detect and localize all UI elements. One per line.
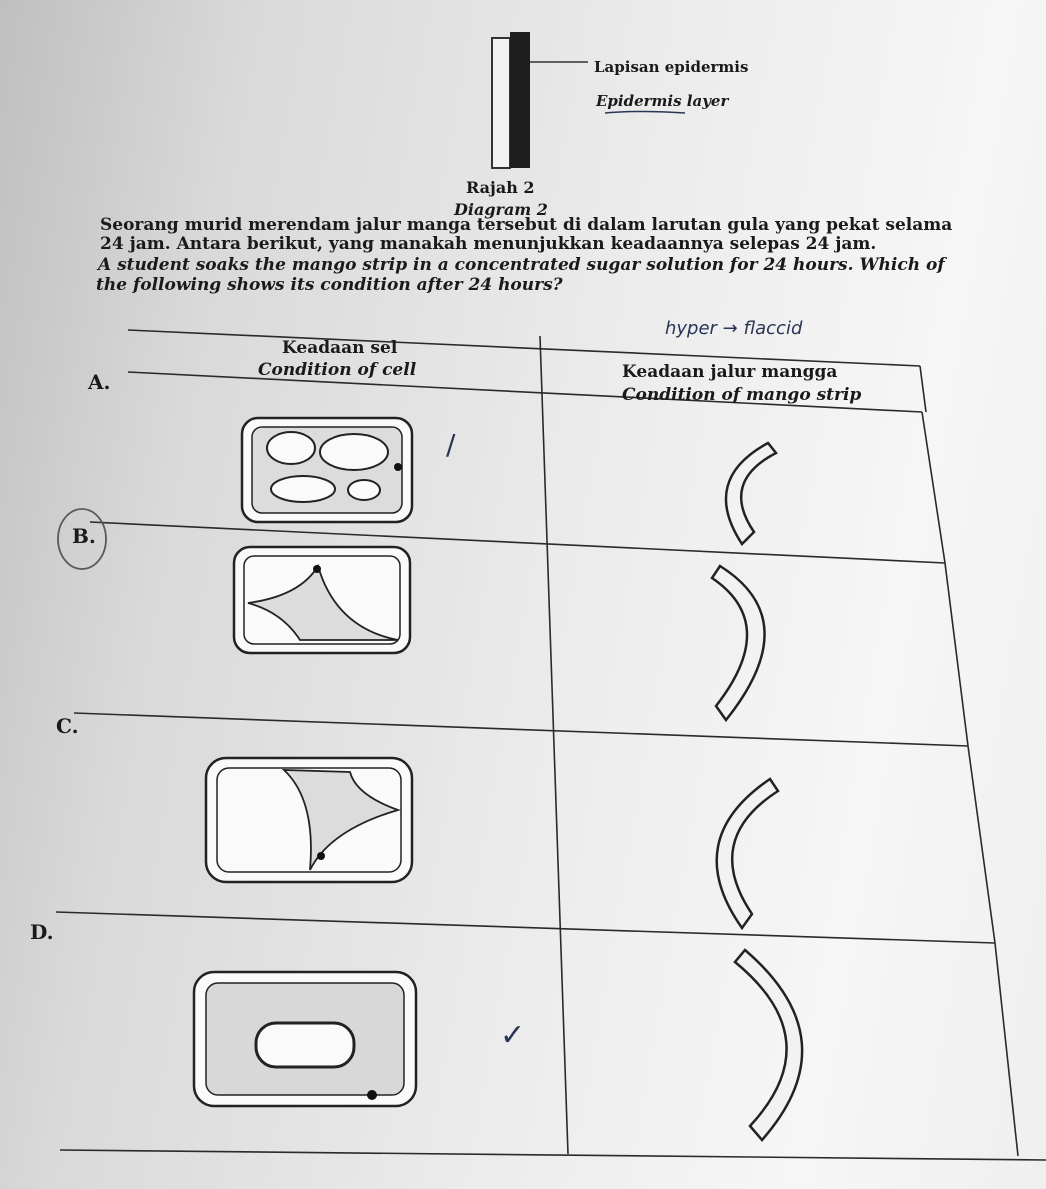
table-right-border-row4 xyxy=(968,746,995,943)
diagram-caption-ms: Rajah 2 xyxy=(466,178,535,197)
col1-header-en: Condition of cell xyxy=(258,360,417,380)
handwritten-mark-a: / xyxy=(446,428,456,461)
option-c-label[interactable]: C. xyxy=(56,714,79,738)
option-b-label[interactable]: B. xyxy=(72,524,96,548)
question-en-line2: the following shows its condition after 24 hours? xyxy=(96,275,563,295)
option-d-label[interactable]: D. xyxy=(30,920,54,944)
option-b-cell-drawing xyxy=(234,547,410,653)
table-top-border xyxy=(128,330,920,366)
question-ms-line1: Seorang murid merendam jalur manga tersebut di dalam larutan gula yang pekat selama xyxy=(100,215,953,235)
epidermis-label-ms: Lapisan epidermis xyxy=(594,58,749,76)
option-a-label[interactable]: A. xyxy=(88,370,111,394)
option-a-cell-drawing xyxy=(242,418,412,522)
col2-header-ms: Keadaan jalur mangga xyxy=(622,362,838,382)
question-ms-line2: 24 jam. Antara berikut, yang manakah menunjukkan keadaannya selepas 24 jam. xyxy=(100,234,877,254)
diagram-caption-en: Diagram 2 xyxy=(454,200,548,219)
col1-header-ms: Keadaan sel xyxy=(282,338,398,358)
option-a-strip-curve-icon xyxy=(726,443,776,544)
handwritten-note: hyper → flaccid xyxy=(665,318,803,339)
question-en-line1: A student soaks the mango strip in a concentrated sugar solution for 24 hours. Which of xyxy=(98,255,945,275)
option-c-cell-drawing xyxy=(206,758,412,882)
table-right-border-row5 xyxy=(995,943,1018,1156)
epidermis-label-en: Epidermis layer xyxy=(596,92,729,110)
table-middle-column xyxy=(540,336,568,1154)
option-d-strip-curve-icon xyxy=(735,950,802,1140)
table-right-border-row3 xyxy=(945,563,968,746)
table-right-border-row1 xyxy=(920,366,926,412)
handwritten-tick-d: ✓ xyxy=(500,1018,526,1053)
option-b-strip-curve-icon xyxy=(712,566,765,720)
row-divider-bc xyxy=(74,713,968,746)
col2-header-en: Condition of mango strip xyxy=(622,385,862,405)
table-right-border-row2 xyxy=(922,412,945,563)
table-bottom-border xyxy=(60,1150,1046,1160)
option-c-strip-curve-icon xyxy=(717,779,778,928)
row-divider-ab xyxy=(90,522,945,563)
option-d-cell-drawing xyxy=(194,972,416,1106)
row-divider-cd xyxy=(56,912,995,943)
